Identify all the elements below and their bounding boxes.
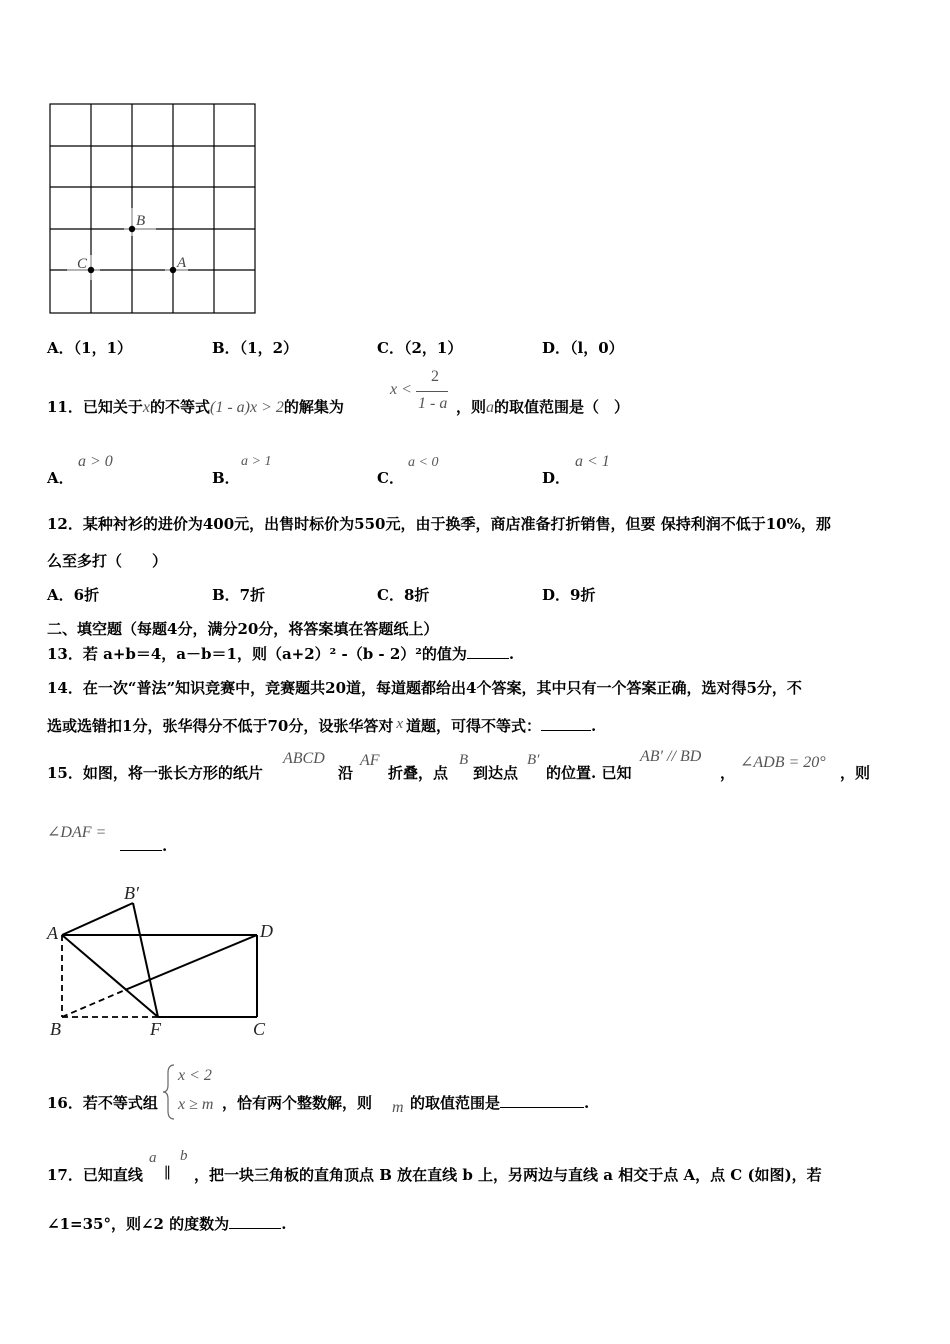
- grid-figure: [40, 95, 270, 325]
- q15-text-3: 折叠，点: [388, 764, 449, 782]
- fold-label-f: F: [150, 1019, 161, 1039]
- q17-line2-text: ∠1=35°，则∠2 的度数为: [47, 1215, 230, 1233]
- q17-var-a: a: [149, 1150, 157, 1166]
- q10-option-d: D．（l，0）: [542, 339, 624, 357]
- q16-brace: [162, 1063, 176, 1121]
- q11-suffix: 的取值范围是（ ）: [494, 398, 630, 416]
- q11-option-b-label: B．: [212, 469, 240, 487]
- fold-label-b: B: [50, 1019, 61, 1039]
- fold-label-a: A: [47, 923, 58, 943]
- q17-pre: 17．已知直线: [47, 1166, 143, 1184]
- fold-label-d: D: [260, 921, 273, 941]
- q11-sol-denominator: 1 - a: [418, 395, 448, 412]
- q14-line2: [47, 715, 596, 736]
- q15-math-abcd: ABCD: [283, 750, 325, 767]
- q11-var-a: a: [486, 399, 495, 416]
- q13-end: .: [508, 645, 515, 663]
- q15-text-5: 的位置. 已知: [546, 764, 632, 782]
- q12-option-d: D．9折: [542, 586, 596, 604]
- q11-prefix: 11．已知关于: [47, 398, 143, 416]
- q15-answer-blank[interactable]: [120, 836, 162, 851]
- fold-figure: [40, 875, 290, 1045]
- q15-text-7: ，则: [840, 764, 871, 782]
- q14-var-x: x: [396, 716, 403, 732]
- q17-line1-rest: ，把一块三角板的直角顶点 B 放在直线 b 上，另两边与直线 a 相交于点 A，点 C (如图)，若: [194, 1166, 822, 1184]
- q15-text-2: 沿: [338, 764, 354, 782]
- point-b-dot: [129, 226, 135, 232]
- q16-answer-blank[interactable]: [500, 1093, 584, 1108]
- q14-answer-blank[interactable]: [541, 716, 591, 731]
- q12-line1: 12．某种衬衫的进价为400元，出售时标价为550元，由于换季，商店准备打折销售，但要 保持利润不低于10%，那: [47, 515, 831, 533]
- q11-option-c-label: C．: [377, 469, 404, 487]
- q11-option-d-math: a < 1: [575, 453, 610, 470]
- q17-answer-blank[interactable]: [229, 1214, 281, 1229]
- q17-end: .: [281, 1215, 287, 1233]
- q11-option-c-math: a < 0: [408, 455, 439, 470]
- q11-solution-fraction: [390, 370, 454, 418]
- q15-text-1: 15．如图，将一张长方形的纸片: [47, 764, 263, 782]
- q16-post: [410, 1092, 589, 1113]
- point-a-label: A: [177, 255, 187, 271]
- fold-label-c: C: [253, 1019, 266, 1039]
- point-b-label: B: [136, 213, 146, 229]
- edge-ab-prime: [62, 903, 133, 935]
- q15-answer: [120, 836, 167, 855]
- q15-math-bprime: B′: [527, 752, 540, 768]
- q10-option-a: A．（1，1）: [47, 339, 133, 357]
- segment-bd-dashed: [62, 990, 125, 1017]
- q15-math-angle-adb: ∠ADB = 20°: [740, 754, 826, 771]
- q11-option-d-label: D．: [542, 469, 571, 487]
- grid-border: [50, 104, 255, 313]
- q16-pre: 16．若不等式组: [47, 1094, 158, 1112]
- q11-sol-numerator: 2: [431, 368, 439, 385]
- q11-sol-lhs: x <: [390, 381, 412, 398]
- q11-mid1: 的不等式: [149, 398, 210, 416]
- q13-answer-blank[interactable]: [467, 644, 509, 659]
- q17-var-b: b: [180, 1148, 188, 1164]
- q14-end: .: [591, 717, 597, 735]
- q16-end: .: [584, 1094, 590, 1112]
- point-a-dot: [170, 267, 176, 273]
- q11-mid3: ，则: [456, 398, 487, 416]
- q12-option-c: C．8折: [377, 586, 430, 604]
- q17-line2: [47, 1213, 286, 1234]
- q11-fraction-bar: [416, 391, 448, 392]
- q14-line1: 14．在一次“普法”知识竞赛中，竞赛题共20道，每道题都给出4个答案，其中只有一个答案正确，选对得5分，不: [47, 679, 802, 697]
- segment-bd-solid: [125, 935, 257, 990]
- q16-mid: ，恰有两个整数解，则: [222, 1094, 373, 1112]
- q11-stem-end: [456, 396, 629, 417]
- q11-option-a-math: a > 0: [78, 453, 113, 470]
- q14-line2-pre: 选或选错扣1分，张华得分不低于70分，设张华答对: [47, 717, 394, 735]
- q11-var-x: x: [142, 399, 150, 416]
- q11-option-a-label: A．: [47, 469, 74, 487]
- q12-option-b: B．7折: [212, 586, 266, 604]
- q11-mid2: 的解集为: [283, 398, 344, 416]
- q15-text-6: ，: [720, 764, 736, 782]
- q15-angle-daf: ∠DAF =: [47, 824, 107, 841]
- q10-option-c: C．（2，1）: [377, 339, 463, 357]
- q15-math-af: AF: [360, 752, 380, 769]
- q15-text-4: 到达点: [473, 764, 519, 782]
- q14-line2-post: 道题，可得不等式：: [406, 717, 542, 735]
- q12-option-a: A．6折: [47, 586, 100, 604]
- q15-math-parallel: AB′ // BD: [640, 748, 702, 765]
- q15-answer-line: [47, 822, 106, 842]
- q15-math-b: B: [459, 752, 469, 768]
- q12-line2: 么至多打（ ）: [47, 552, 168, 570]
- q16-system-line1: x < 2: [178, 1067, 212, 1084]
- q10-option-b: B．（1，2）: [212, 339, 299, 357]
- point-c-dot: [88, 267, 94, 273]
- q16-post-text: 的取值范围是: [410, 1094, 501, 1112]
- point-c-label: C: [77, 256, 88, 272]
- q15-end: .: [162, 837, 168, 855]
- q11-inequality: (1 - a)x > 2: [210, 399, 284, 416]
- section-heading: 二、填空题（每题4分，满分20分，将答案填在答题纸上）: [47, 620, 439, 638]
- q16-system-line2: x ≥ m: [178, 1096, 214, 1113]
- q16-var-m: m: [392, 1099, 404, 1116]
- q13: [47, 643, 514, 664]
- q11-stem: [47, 396, 344, 417]
- q17-parallel: ∥: [164, 1164, 171, 1182]
- fold-label-bprime: B′: [124, 883, 139, 903]
- q11-option-b-math: a > 1: [241, 454, 272, 469]
- q13-text: 13．若 a+b＝4，a－b＝1，则（a+2）² -（b - 2）²的值为: [47, 645, 467, 663]
